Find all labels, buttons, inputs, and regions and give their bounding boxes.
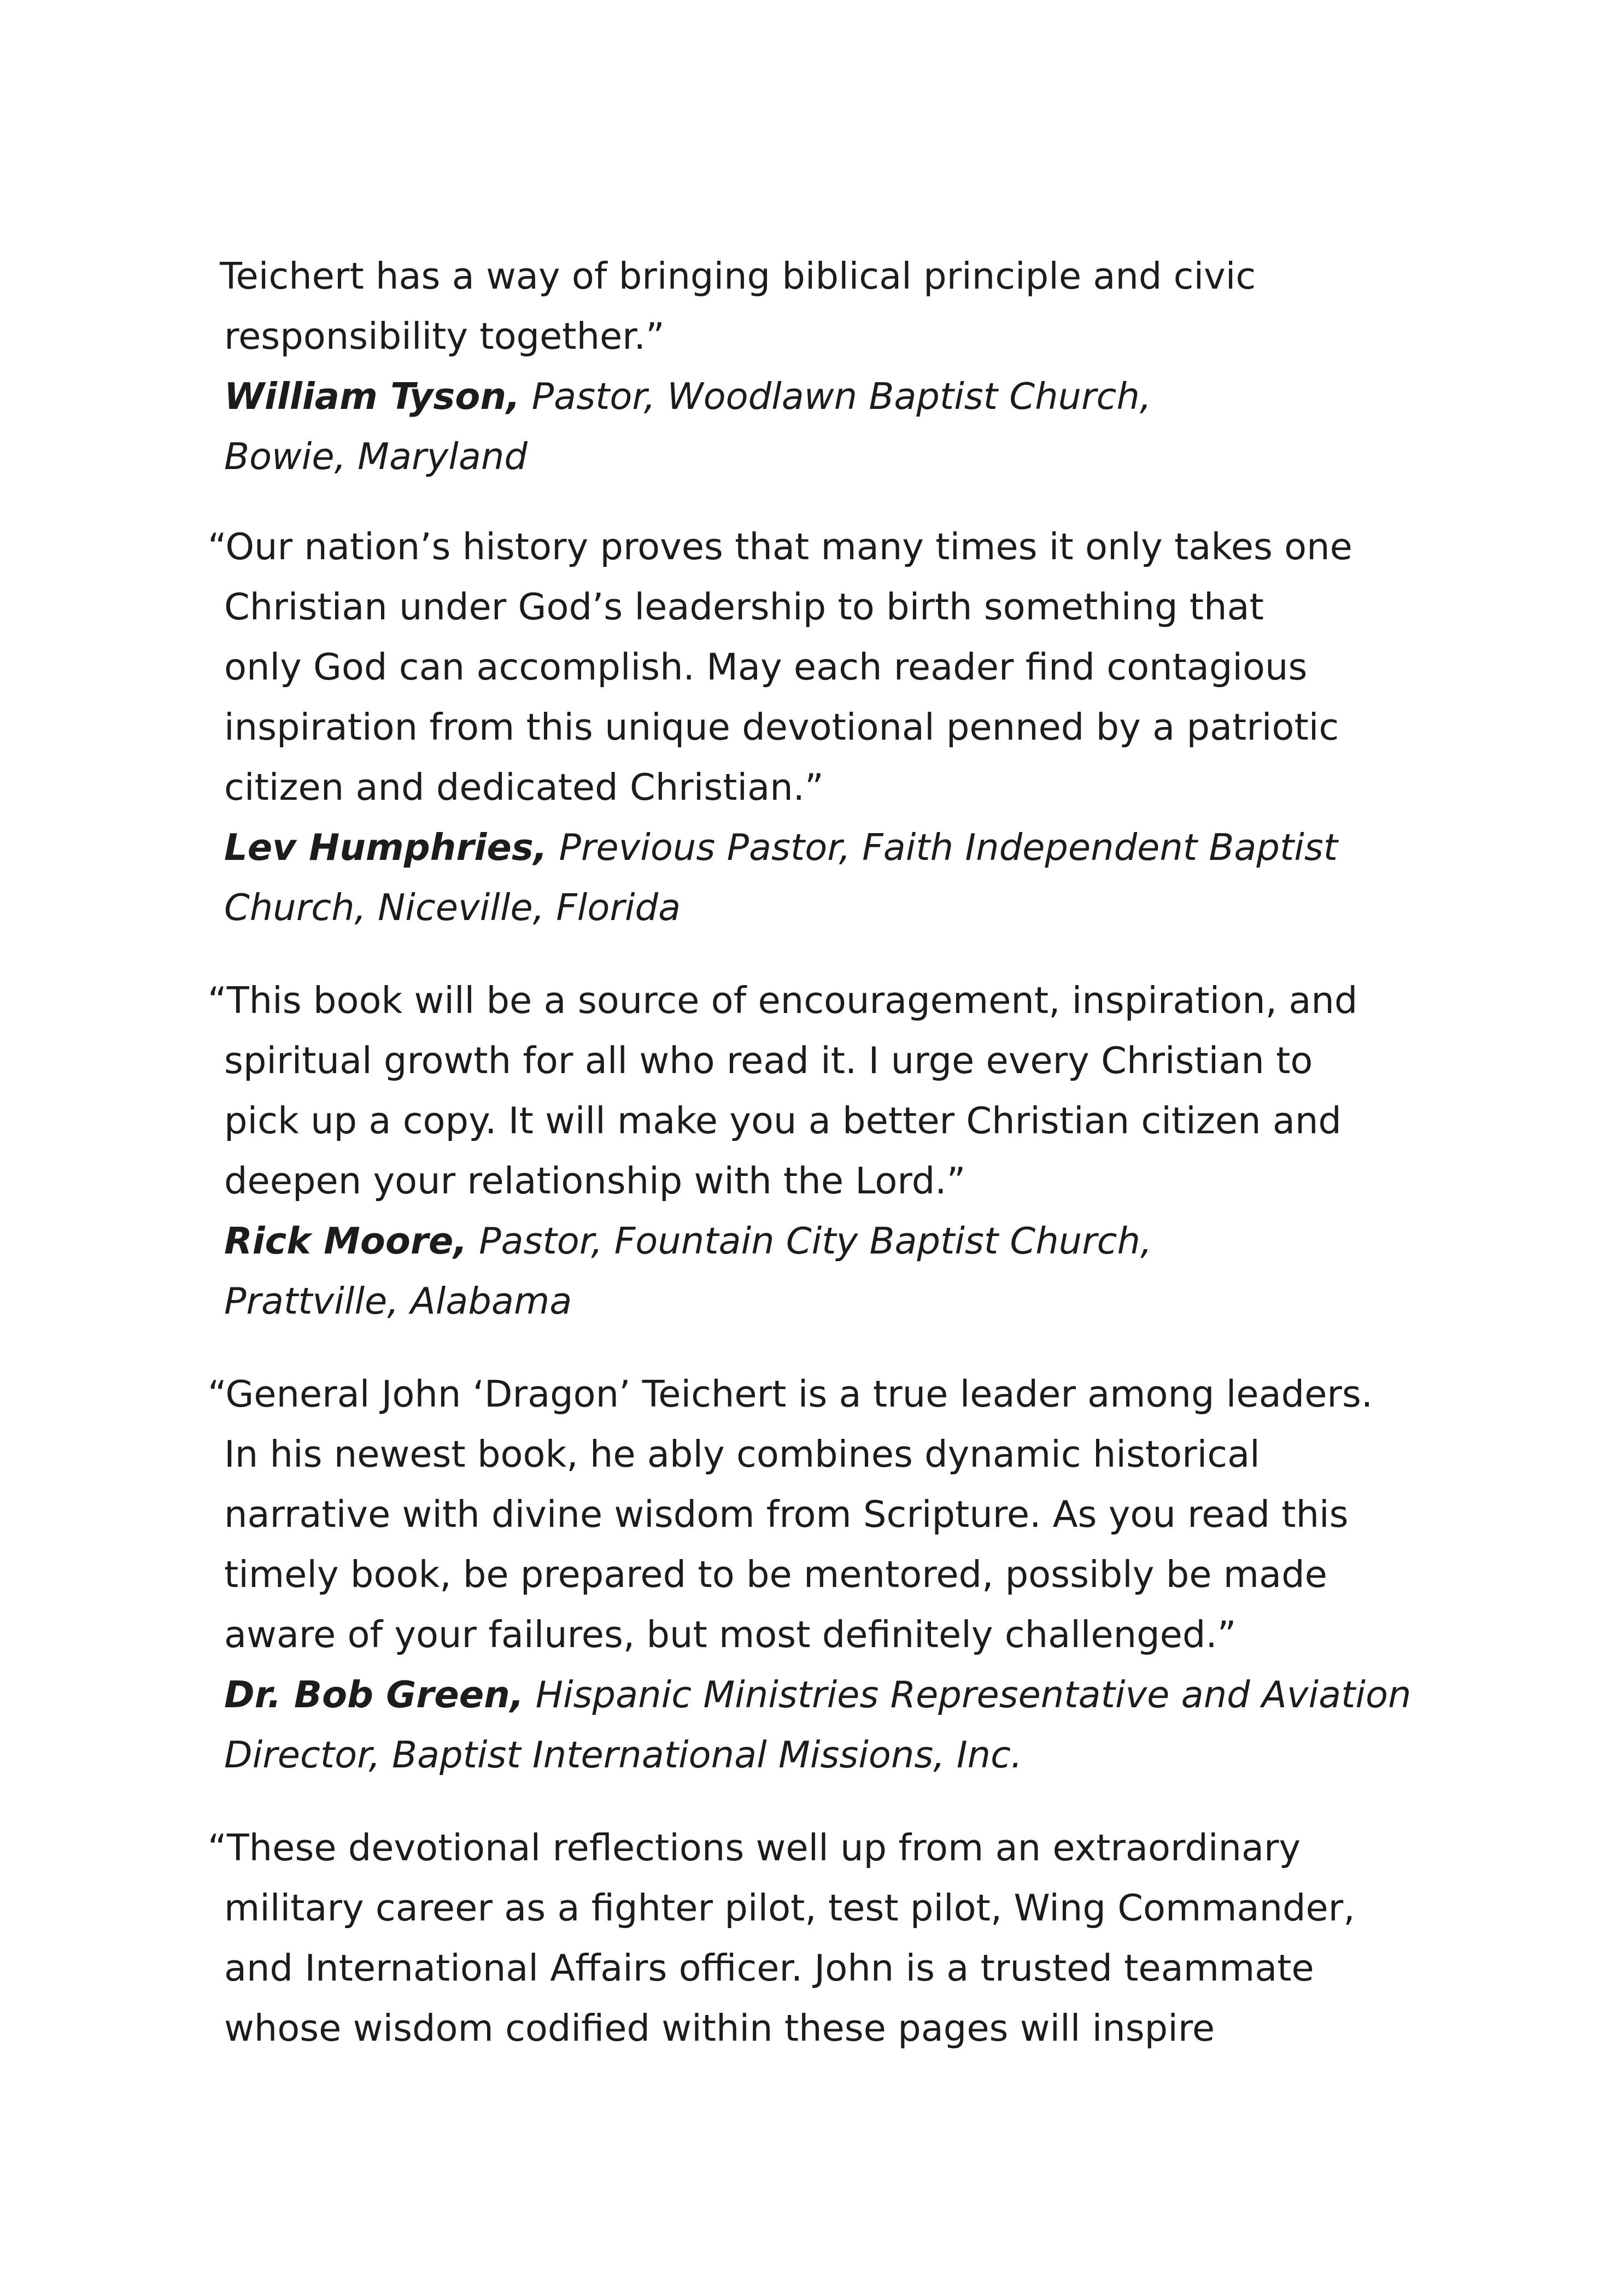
endorser-role: Church, Niceville, Florida	[224, 886, 681, 929]
quote-line: Teichert has a way of bringing biblical principle and civic	[220, 255, 1256, 297]
quote-line: In his newest book, he ably combines dynamic historical	[224, 1433, 1260, 1475]
endorser-role: Prattville, Alabama	[224, 1280, 572, 1322]
attribution-continued	[224, 1271, 572, 1331]
quote-line: “Our nation’s history proves that many times it only takes one	[208, 525, 1352, 568]
quote-line: military career as a fighter pilot, test pilot, Wing Commander,	[224, 1887, 1355, 1929]
quote-line: “This book will be a source of encouragement, inspiration, and	[208, 979, 1358, 1022]
quote-line: responsibility together.”	[224, 315, 665, 358]
endorser-name: Lev Humphries,	[224, 826, 548, 869]
quote-line: timely book, be prepared to be mentored, possibly be made	[224, 1553, 1327, 1596]
endorser-role: Director, Baptist International Missions, Inc.	[224, 1733, 1023, 1776]
quote-line: narrative with divine wisdom from Scripture. As you read this	[224, 1493, 1349, 1536]
endorser-role: Pastor, Woodlawn Baptist Church,	[520, 375, 1152, 418]
attribution-continued	[224, 1725, 1022, 1785]
endorser-name: Rick Moore,	[224, 1220, 467, 1262]
quote-line: inspiration from this unique devotional penned by a patriotic	[224, 706, 1339, 748]
quote-line: spiritual growth for all who read it. I urge every Christian to	[224, 1039, 1313, 1082]
quote-line: “General John ‘Dragon’ Teichert is a true leader among leaders.	[208, 1373, 1373, 1415]
endorser-name: William Tyson,	[224, 375, 520, 418]
quote-line: only God can accomplish. May each reader find contagious	[224, 646, 1308, 688]
attribution	[224, 366, 1151, 426]
endorser-role: Previous Pastor, Faith Independent Baptist	[547, 826, 1338, 869]
endorser-name: Dr. Bob Green,	[224, 1673, 524, 1716]
endorser-role: Pastor, Fountain City Baptist Church,	[467, 1220, 1152, 1262]
attribution-continued	[224, 877, 681, 938]
quote-line: Christian under God’s leadership to birth something that	[224, 585, 1264, 628]
endorser-role: Bowie, Maryland	[224, 435, 528, 478]
endorser-role: Hispanic Ministries Representative and Aviation	[524, 1673, 1411, 1716]
quote-line: whose wisdom codified within these pages will inspire	[224, 2007, 1215, 2049]
quote-line: pick up a copy. It will make you a better Christian citizen and	[224, 1099, 1342, 1142]
quote-line: “These devotional reflections well up from an extraordinary	[208, 1826, 1301, 1869]
quote-line: citizen and dedicated Christian.”	[224, 766, 824, 809]
attribution	[224, 1211, 1152, 1271]
quote-line: and International Affairs officer. John is a trusted teammate	[224, 1947, 1314, 1989]
attribution	[224, 817, 1338, 877]
attribution-continued	[224, 426, 528, 487]
quote-line: aware of your failures, but most definitely challenged.”	[224, 1613, 1237, 1656]
attribution	[224, 1665, 1411, 1725]
quote-line: deepen your relationship with the Lord.”	[224, 1159, 966, 1202]
